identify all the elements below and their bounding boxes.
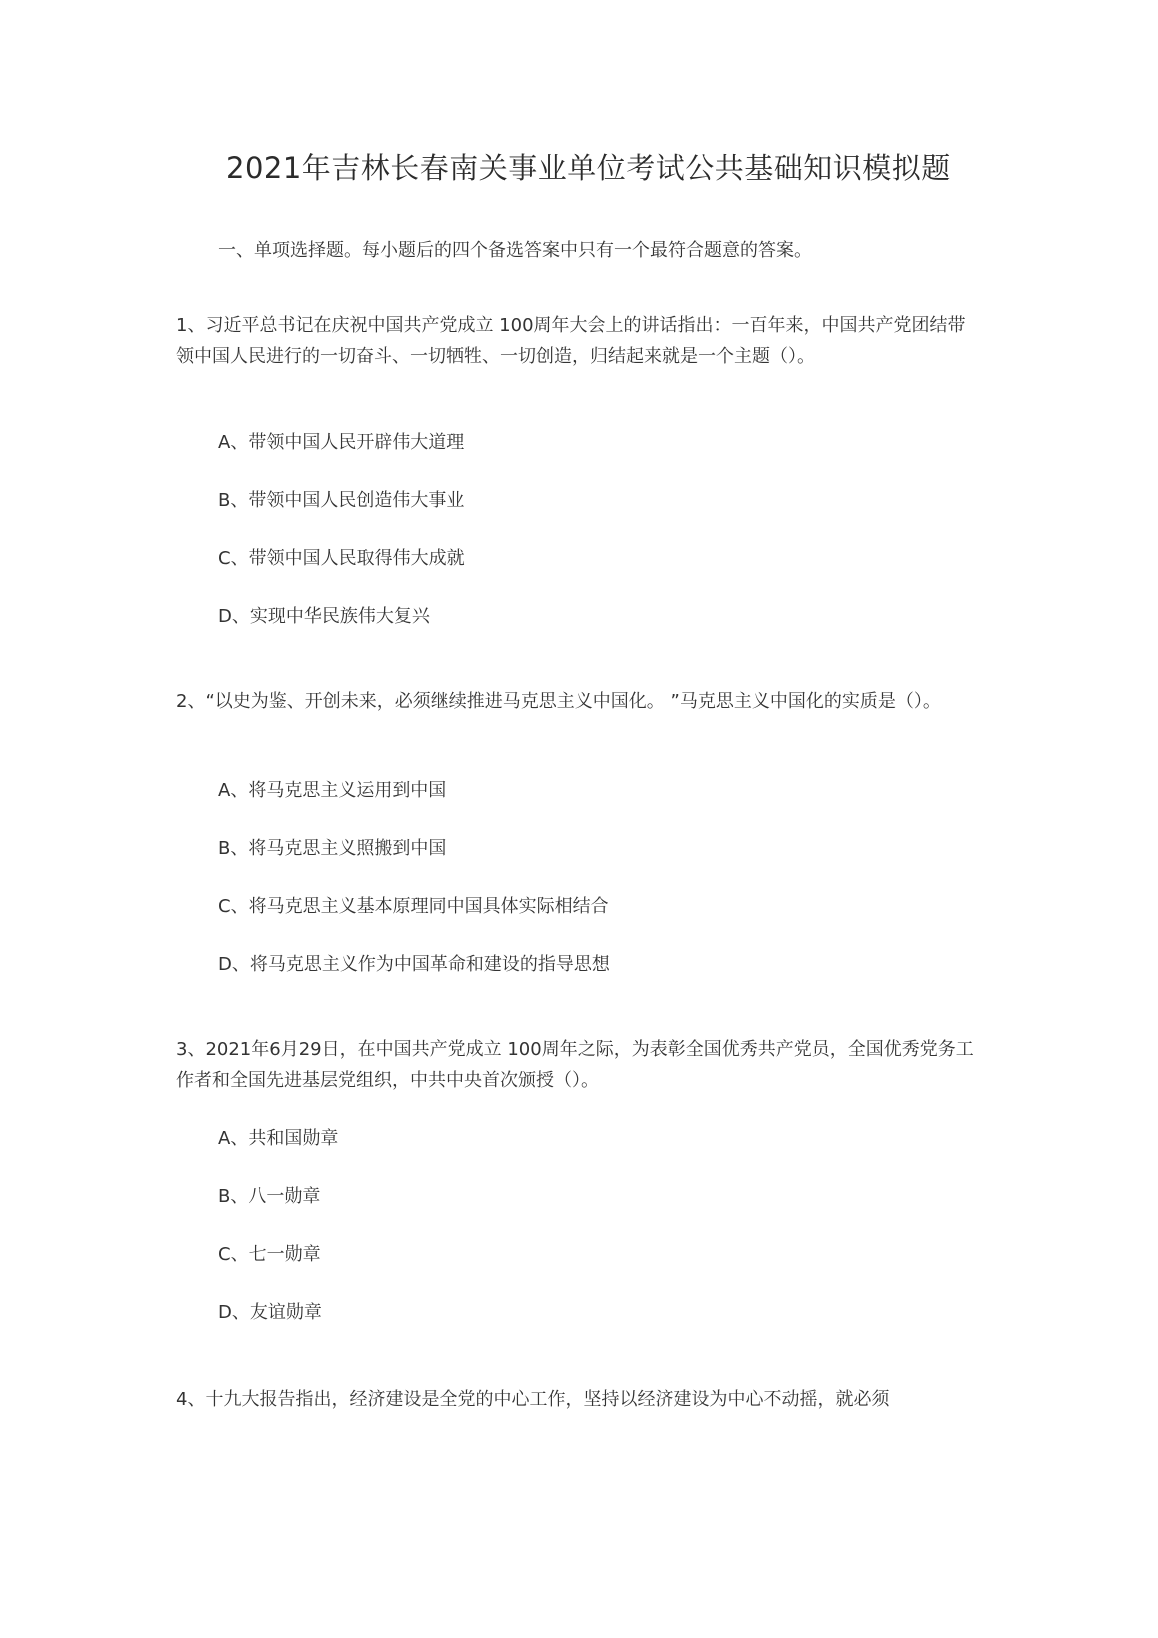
question-3-option-b: B、八一勋章	[218, 1186, 321, 1207]
question-2-text: 2、“以史为鉴、开创未来，必须继续推进马克思主义中国化。 ”马克思主义中国化的实质是（）。	[176, 691, 941, 712]
question-3-option-a: A、共和国勋章	[218, 1128, 339, 1149]
question-1	[176, 310, 982, 372]
question-2-option-c: C、将马克思主义基本原理同中国具体实际相结合	[218, 896, 609, 917]
document-title: 2021年吉林长春南关事业单位考试公共基础知识模拟题	[226, 151, 951, 185]
question-1-option-d: D、实现中华民族伟大复兴	[218, 606, 430, 627]
question-2-option-d: D、将马克思主义作为中国革命和建设的指导思想	[218, 954, 610, 975]
question-3	[176, 1034, 982, 1096]
question-4-text: 4、十九大报告指出，经济建设是全党的中心工作，坚持以经济建设为中心不动摇，就必须	[176, 1389, 890, 1410]
question-1-option-b: B、带领中国人民创造伟大事业	[218, 490, 465, 511]
question-2	[176, 686, 982, 717]
question-1-option-c: C、带领中国人民取得伟大成就	[218, 548, 465, 569]
question-2-option-b: B、将马克思主义照搬到中国	[218, 838, 447, 859]
question-3-option-c: C、七一勋章	[218, 1244, 321, 1265]
question-1-text: 1、习近平总书记在庆祝中国共产党成立 100周年大会上的讲话指出：一百年来，中国共产党团结带领中国人民进行的一切奋斗、一切牺牲、一切创造，归结起来就是一个主题（）。	[176, 315, 966, 367]
question-4	[176, 1384, 982, 1415]
question-2-option-a: A、将马克思主义运用到中国	[218, 780, 447, 801]
question-3-option-d: D、友谊勋章	[218, 1302, 322, 1323]
section-heading: 一、单项选择题。每小题后的四个备选答案中只有一个最符合题意的答案。	[218, 240, 812, 261]
question-3-text: 3、2021年6月29日，在中国共产党成立 100周年之际，为表彰全国优秀共产党员，全国优秀党务工作者和全国先进基层党组织，中共中央首次颁授（）。	[176, 1039, 974, 1091]
question-1-option-a: A、带领中国人民开辟伟大道理	[218, 432, 465, 453]
